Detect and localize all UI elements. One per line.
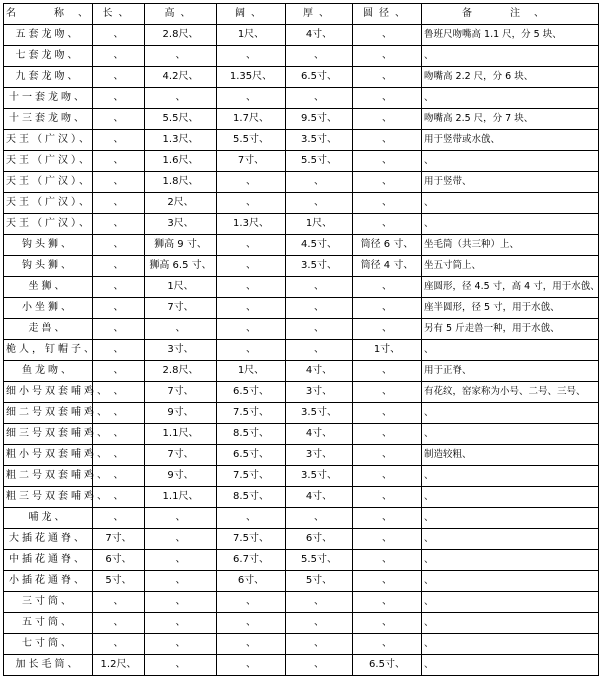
cell-height: 狮高 9 寸、 <box>145 235 217 256</box>
cell-width: 、 <box>217 46 286 67</box>
table-row <box>4 424 599 445</box>
cell-name: 天王（广汉）、 <box>4 214 93 235</box>
cell-note: 、 <box>422 655 599 676</box>
cell-length: 、 <box>93 46 145 67</box>
cell-height: 、 <box>145 550 217 571</box>
cell-thickness: 3.5寸、 <box>286 466 353 487</box>
cell-width: 1尺、 <box>217 361 286 382</box>
cell-height: 1.1尺、 <box>145 487 217 508</box>
cell-name: 细小号双套哺鸡、 <box>4 382 93 403</box>
cell-name: 哺龙、 <box>4 508 93 529</box>
cell-length: 、 <box>93 130 145 151</box>
cell-thickness: 5.5寸、 <box>286 550 353 571</box>
cell-diameter: 、 <box>353 613 422 634</box>
cell-length: 5寸、 <box>93 571 145 592</box>
cell-diameter: 、 <box>353 445 422 466</box>
cell-length: 、 <box>93 193 145 214</box>
header-name: 名 称、 <box>4 4 93 25</box>
cell-height: 、 <box>145 655 217 676</box>
cell-thickness: 4寸、 <box>286 25 353 46</box>
cell-diameter: 、 <box>353 67 422 88</box>
cell-width: 、 <box>217 193 286 214</box>
cell-length: 、 <box>93 277 145 298</box>
cell-height: 2.8尺、 <box>145 25 217 46</box>
cell-thickness: 5.5寸、 <box>286 151 353 172</box>
cell-length: 、 <box>93 466 145 487</box>
cell-thickness: 5寸、 <box>286 571 353 592</box>
cell-note: 座半圆形，径 5 寸，用于水戗、 <box>422 298 599 319</box>
table-row <box>4 214 599 235</box>
cell-name: 加长毛筒、 <box>4 655 93 676</box>
cell-height: 1.8尺、 <box>145 172 217 193</box>
cell-name: 粗二号双套哺鸡、 <box>4 466 93 487</box>
cell-note: 、 <box>422 403 599 424</box>
cell-thickness: 、 <box>286 298 353 319</box>
header-width: 阔、 <box>217 4 286 25</box>
cell-diameter: 、 <box>353 634 422 655</box>
cell-name: 天王（广汉）、 <box>4 172 93 193</box>
cell-height: 1.6尺、 <box>145 151 217 172</box>
cell-height: 9寸、 <box>145 466 217 487</box>
cell-note: 、 <box>422 634 599 655</box>
cell-height: 、 <box>145 613 217 634</box>
cell-length: 、 <box>93 25 145 46</box>
cell-length: 、 <box>93 235 145 256</box>
table-body <box>4 25 599 676</box>
cell-length: 6寸、 <box>93 550 145 571</box>
cell-height: 4.2尺、 <box>145 67 217 88</box>
cell-name: 天王（广汉）、 <box>4 151 93 172</box>
table-row <box>4 67 599 88</box>
table-row <box>4 655 599 676</box>
cell-height: 5.5尺、 <box>145 109 217 130</box>
cell-diameter: 、 <box>353 298 422 319</box>
cell-name: 九套龙吻、 <box>4 67 93 88</box>
cell-width: 、 <box>217 319 286 340</box>
cell-note: 、 <box>422 151 599 172</box>
cell-width: 8.5寸、 <box>217 487 286 508</box>
cell-name: 十一套龙吻、 <box>4 88 93 109</box>
header-length: 长、 <box>93 4 145 25</box>
cell-note: 、 <box>422 424 599 445</box>
cell-width: 、 <box>217 88 286 109</box>
cell-diameter: 、 <box>353 571 422 592</box>
cell-height: 7寸、 <box>145 298 217 319</box>
cell-thickness: 9.5寸、 <box>286 109 353 130</box>
cell-thickness: 4.5寸、 <box>286 235 353 256</box>
cell-width: 、 <box>217 340 286 361</box>
table-row <box>4 445 599 466</box>
header-diameter: 圆径、 <box>353 4 422 25</box>
cell-name: 小插花通脊、 <box>4 571 93 592</box>
table-row <box>4 466 599 487</box>
cell-name: 五套龙吻、 <box>4 25 93 46</box>
cell-diameter: 、 <box>353 88 422 109</box>
cell-diameter: 、 <box>353 403 422 424</box>
table-row <box>4 109 599 130</box>
header-row <box>4 4 599 25</box>
cell-thickness: 、 <box>286 634 353 655</box>
cell-thickness: 、 <box>286 88 353 109</box>
cell-name: 三寸筒、 <box>4 592 93 613</box>
cell-diameter: 、 <box>353 214 422 235</box>
cell-diameter: 、 <box>353 277 422 298</box>
cell-thickness: 、 <box>286 655 353 676</box>
cell-name: 七套龙吻、 <box>4 46 93 67</box>
cell-name: 钩头狮、 <box>4 235 93 256</box>
cell-thickness: 、 <box>286 319 353 340</box>
cell-width: 6.7寸、 <box>217 550 286 571</box>
cell-length: 、 <box>93 109 145 130</box>
cell-diameter: 、 <box>353 130 422 151</box>
table-row <box>4 25 599 46</box>
cell-height: 、 <box>145 529 217 550</box>
cell-width: 7.5寸、 <box>217 529 286 550</box>
cell-name: 钩头狮、 <box>4 256 93 277</box>
cell-width: 7.5寸、 <box>217 403 286 424</box>
cell-height: 7寸、 <box>145 382 217 403</box>
cell-diameter: 、 <box>353 487 422 508</box>
cell-width: 1.7尺、 <box>217 109 286 130</box>
cell-length: 、 <box>93 151 145 172</box>
table-row <box>4 634 599 655</box>
cell-name: 走兽、 <box>4 319 93 340</box>
cell-width: 6.5寸、 <box>217 445 286 466</box>
cell-thickness: 3寸、 <box>286 445 353 466</box>
cell-height: 、 <box>145 508 217 529</box>
cell-width: 、 <box>217 634 286 655</box>
cell-width: 6寸、 <box>217 571 286 592</box>
table-row <box>4 613 599 634</box>
cell-diameter: 1寸、 <box>353 340 422 361</box>
cell-thickness: 、 <box>286 172 353 193</box>
cell-width: 、 <box>217 592 286 613</box>
cell-height: 1尺、 <box>145 277 217 298</box>
cell-width: 5.5寸、 <box>217 130 286 151</box>
cell-name: 坐狮、 <box>4 277 93 298</box>
cell-diameter: 、 <box>353 550 422 571</box>
cell-height: 、 <box>145 319 217 340</box>
cell-name: 小坐狮、 <box>4 298 93 319</box>
cell-thickness: 、 <box>286 508 353 529</box>
cell-note: 制造较粗、 <box>422 445 599 466</box>
cell-height: 7寸、 <box>145 445 217 466</box>
cell-diameter: 、 <box>353 151 422 172</box>
cell-diameter: 、 <box>353 424 422 445</box>
table-row <box>4 172 599 193</box>
table-row <box>4 550 599 571</box>
cell-height: 1.1尺、 <box>145 424 217 445</box>
table-row <box>4 340 599 361</box>
cell-width: 、 <box>217 235 286 256</box>
cell-thickness: 、 <box>286 193 353 214</box>
cell-length: 、 <box>93 508 145 529</box>
cell-length: 、 <box>93 382 145 403</box>
cell-length: 、 <box>93 88 145 109</box>
cell-note: 、 <box>422 340 599 361</box>
table-row <box>4 130 599 151</box>
cell-width: 、 <box>217 256 286 277</box>
cell-width: 1.3尺、 <box>217 214 286 235</box>
cell-width: 1尺、 <box>217 25 286 46</box>
cell-thickness: 3.5寸、 <box>286 130 353 151</box>
table-row <box>4 571 599 592</box>
cell-height: 2尺、 <box>145 193 217 214</box>
cell-note: 、 <box>422 193 599 214</box>
cell-diameter: 、 <box>353 529 422 550</box>
cell-width: 1.35尺、 <box>217 67 286 88</box>
cell-name: 鱼龙吻、 <box>4 361 93 382</box>
cell-thickness: 、 <box>286 277 353 298</box>
table-row <box>4 298 599 319</box>
cell-width: 、 <box>217 655 286 676</box>
cell-length: 、 <box>93 340 145 361</box>
table-row <box>4 508 599 529</box>
cell-width: 8.5寸、 <box>217 424 286 445</box>
cell-height: 、 <box>145 46 217 67</box>
cell-name: 细二号双套哺鸡、 <box>4 403 93 424</box>
cell-name: 大插花通脊、 <box>4 529 93 550</box>
cell-name: 桅人，钉帽子、 <box>4 340 93 361</box>
cell-length: 、 <box>93 361 145 382</box>
table-row <box>4 319 599 340</box>
cell-diameter: 、 <box>353 46 422 67</box>
header-height: 高、 <box>145 4 217 25</box>
cell-height: 3寸、 <box>145 340 217 361</box>
cell-name: 五寸筒、 <box>4 613 93 634</box>
cell-thickness: 6.5寸、 <box>286 67 353 88</box>
cell-name: 细三号双套哺鸡、 <box>4 424 93 445</box>
cell-note: 、 <box>422 571 599 592</box>
cell-note: 用于正脊、 <box>422 361 599 382</box>
table-row <box>4 46 599 67</box>
cell-thickness: 、 <box>286 613 353 634</box>
cell-width: 、 <box>217 277 286 298</box>
cell-note: 、 <box>422 487 599 508</box>
cell-length: 、 <box>93 613 145 634</box>
cell-thickness: 4寸、 <box>286 361 353 382</box>
cell-name: 天王（广汉）、 <box>4 193 93 214</box>
cell-diameter: 、 <box>353 592 422 613</box>
cell-note: 、 <box>422 508 599 529</box>
cell-width: 、 <box>217 172 286 193</box>
cell-name: 十三套龙吻、 <box>4 109 93 130</box>
cell-length: 、 <box>93 403 145 424</box>
cell-note: 、 <box>422 88 599 109</box>
table-row <box>4 256 599 277</box>
cell-note: 坐毛筒（共三种）上、 <box>422 235 599 256</box>
cell-diameter: 、 <box>353 508 422 529</box>
cell-thickness: 、 <box>286 46 353 67</box>
table-row <box>4 361 599 382</box>
cell-diameter: 、 <box>353 361 422 382</box>
cell-length: 、 <box>93 319 145 340</box>
cell-diameter: 、 <box>353 25 422 46</box>
table-row <box>4 382 599 403</box>
cell-diameter: 6.5寸、 <box>353 655 422 676</box>
table-row <box>4 277 599 298</box>
cell-name: 粗小号双套哺鸡、 <box>4 445 93 466</box>
cell-diameter: 、 <box>353 109 422 130</box>
cell-note: 用于竖带或水戗、 <box>422 130 599 151</box>
table-row <box>4 403 599 424</box>
table-row <box>4 487 599 508</box>
cell-height: 、 <box>145 571 217 592</box>
cell-height: 1.3尺、 <box>145 130 217 151</box>
cell-diameter: 、 <box>353 172 422 193</box>
cell-thickness: 3寸、 <box>286 382 353 403</box>
cell-diameter: 筒径 6 寸、 <box>353 235 422 256</box>
cell-note: 、 <box>422 466 599 487</box>
table-row <box>4 592 599 613</box>
cell-name: 中插花通脊、 <box>4 550 93 571</box>
cell-length: 7寸、 <box>93 529 145 550</box>
cell-note: 鲁班尺吻嘴高 1.1 尺，分 5 块、 <box>422 25 599 46</box>
cell-width: 6.5寸、 <box>217 382 286 403</box>
cell-length: 、 <box>93 298 145 319</box>
cell-height: 、 <box>145 88 217 109</box>
cell-diameter: 、 <box>353 319 422 340</box>
cell-length: 、 <box>93 634 145 655</box>
cell-width: 、 <box>217 508 286 529</box>
cell-diameter: 、 <box>353 193 422 214</box>
cell-note: 有花纹，窑家称为小号、二号、三号、 <box>422 382 599 403</box>
cell-note: 、 <box>422 46 599 67</box>
cell-note: 座圆形，径 4.5 寸，高 4 寸，用于水戗、 <box>422 277 599 298</box>
cell-note: 、 <box>422 529 599 550</box>
cell-note: 吻嘴高 2.5 尺，分 7 块、 <box>422 109 599 130</box>
header-note: 备 注、 <box>422 4 599 25</box>
cell-height: 狮高 6.5 寸、 <box>145 256 217 277</box>
cell-width: 7.5寸、 <box>217 466 286 487</box>
cell-diameter: 筒径 4 寸、 <box>353 256 422 277</box>
table-row <box>4 529 599 550</box>
table-row <box>4 88 599 109</box>
specification-table <box>3 3 599 676</box>
cell-name: 粗三号双套哺鸡、 <box>4 487 93 508</box>
cell-length: 、 <box>93 487 145 508</box>
cell-width: 7寸、 <box>217 151 286 172</box>
cell-note: 、 <box>422 613 599 634</box>
cell-thickness: 3.5寸、 <box>286 256 353 277</box>
cell-note: 吻嘴高 2.2 尺，分 6 块、 <box>422 67 599 88</box>
cell-note: 另有 5 斤走兽一种，用于水戗、 <box>422 319 599 340</box>
cell-note: 、 <box>422 214 599 235</box>
cell-note: 坐五寸筒上、 <box>422 256 599 277</box>
cell-width: 、 <box>217 613 286 634</box>
cell-name: 天王（广汉）、 <box>4 130 93 151</box>
cell-height: 3尺、 <box>145 214 217 235</box>
table-row <box>4 235 599 256</box>
cell-note: 、 <box>422 550 599 571</box>
cell-thickness: 6寸、 <box>286 529 353 550</box>
cell-height: 、 <box>145 634 217 655</box>
cell-thickness: 、 <box>286 592 353 613</box>
cell-note: 用于竖带、 <box>422 172 599 193</box>
cell-length: 、 <box>93 445 145 466</box>
cell-length: 、 <box>93 214 145 235</box>
cell-length: 、 <box>93 592 145 613</box>
cell-length: 、 <box>93 256 145 277</box>
cell-width: 、 <box>217 298 286 319</box>
cell-height: 、 <box>145 592 217 613</box>
cell-name: 七寸筒、 <box>4 634 93 655</box>
table-row <box>4 193 599 214</box>
cell-thickness: 3.5寸、 <box>286 403 353 424</box>
table-row <box>4 151 599 172</box>
cell-diameter: 、 <box>353 466 422 487</box>
cell-note: 、 <box>422 592 599 613</box>
cell-length: 1.2尺、 <box>93 655 145 676</box>
cell-thickness: 、 <box>286 340 353 361</box>
cell-thickness: 4寸、 <box>286 487 353 508</box>
header-thickness: 厚、 <box>286 4 353 25</box>
cell-thickness: 4寸、 <box>286 424 353 445</box>
cell-length: 、 <box>93 67 145 88</box>
cell-length: 、 <box>93 172 145 193</box>
cell-height: 2.8尺、 <box>145 361 217 382</box>
cell-length: 、 <box>93 424 145 445</box>
cell-diameter: 、 <box>353 382 422 403</box>
cell-height: 9寸、 <box>145 403 217 424</box>
cell-thickness: 1尺、 <box>286 214 353 235</box>
